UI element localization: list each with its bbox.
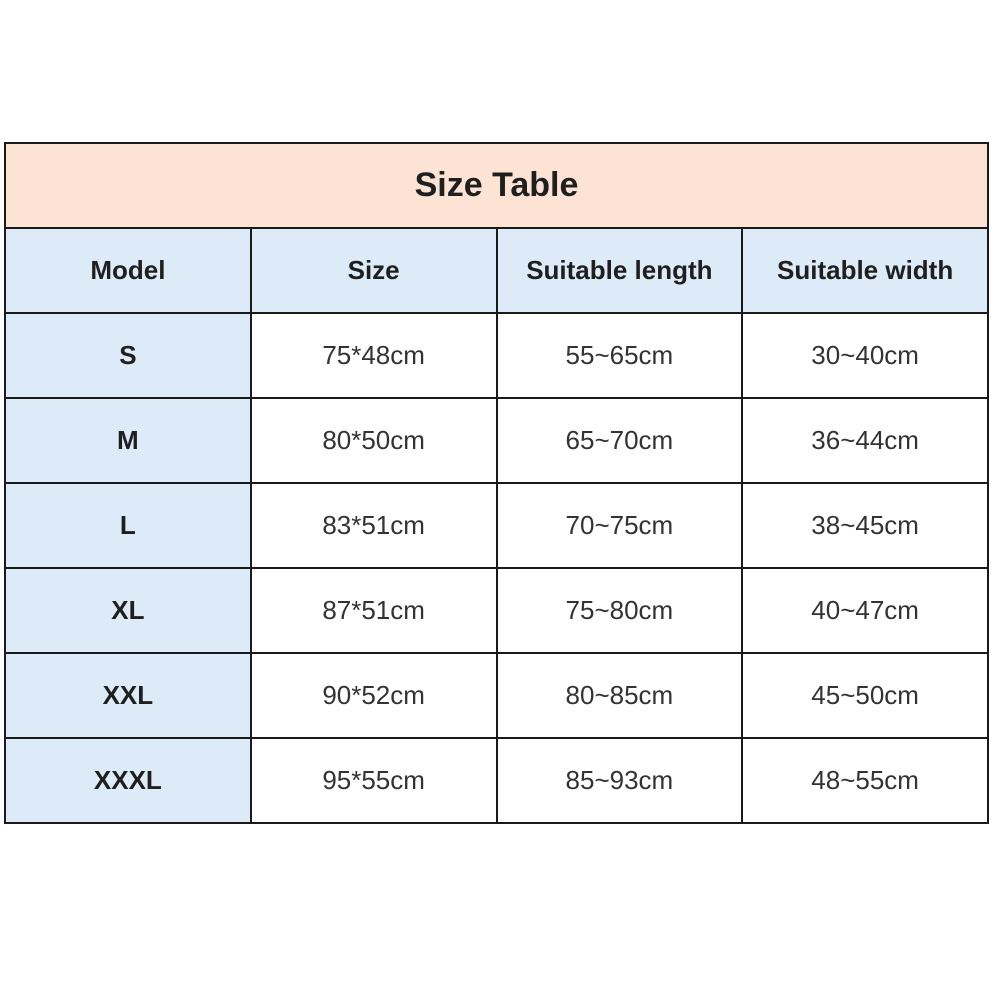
length-cell: 75~80cm — [497, 568, 743, 653]
table-row — [5, 738, 988, 823]
width-cell: 45~50cm — [742, 653, 988, 738]
length-cell: 80~85cm — [497, 653, 743, 738]
size-cell: 87*51cm — [251, 568, 497, 653]
header-size: Size — [251, 228, 497, 313]
size-cell: 75*48cm — [251, 313, 497, 398]
size-cell: 95*55cm — [251, 738, 497, 823]
model-cell: S — [5, 313, 251, 398]
model-cell: M — [5, 398, 251, 483]
header-suitable-width: Suitable width — [742, 228, 988, 313]
model-cell: XXXL — [5, 738, 251, 823]
table-row — [5, 313, 988, 398]
length-cell: 65~70cm — [497, 398, 743, 483]
header-row — [5, 228, 988, 313]
size-cell: 83*51cm — [251, 483, 497, 568]
width-cell: 38~45cm — [742, 483, 988, 568]
size-table — [4, 142, 989, 824]
length-cell: 70~75cm — [497, 483, 743, 568]
size-cell: 80*50cm — [251, 398, 497, 483]
header-suitable-length: Suitable length — [497, 228, 743, 313]
model-cell: XXL — [5, 653, 251, 738]
model-cell: L — [5, 483, 251, 568]
table-row — [5, 568, 988, 653]
width-cell: 48~55cm — [742, 738, 988, 823]
header-model: Model — [5, 228, 251, 313]
table-row — [5, 653, 988, 738]
size-cell: 90*52cm — [251, 653, 497, 738]
model-cell: XL — [5, 568, 251, 653]
title-row — [5, 143, 988, 228]
length-cell: 55~65cm — [497, 313, 743, 398]
width-cell: 40~47cm — [742, 568, 988, 653]
table-title: Size Table — [5, 143, 988, 228]
width-cell: 36~44cm — [742, 398, 988, 483]
width-cell: 30~40cm — [742, 313, 988, 398]
table-row — [5, 483, 988, 568]
length-cell: 85~93cm — [497, 738, 743, 823]
table-row — [5, 398, 988, 483]
